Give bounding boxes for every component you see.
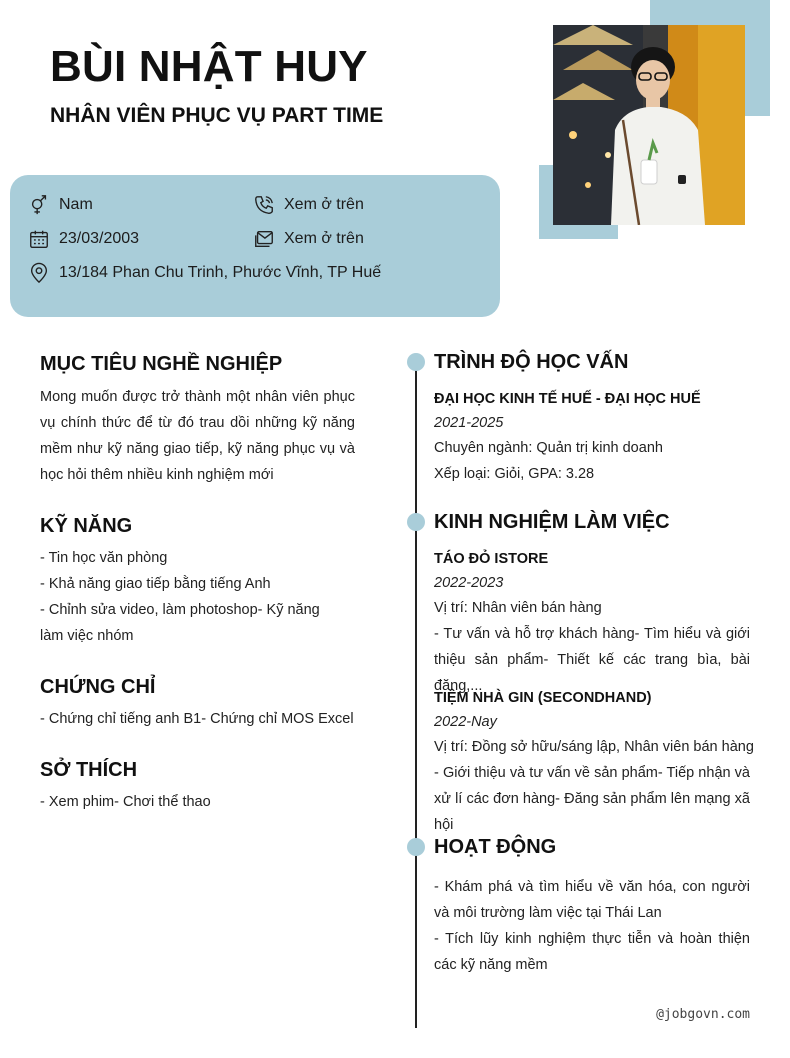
timeline-dot <box>407 353 425 371</box>
phone-icon <box>253 194 275 216</box>
email-text: Xem ở trên <box>284 230 364 247</box>
skill-item: - Chỉnh sửa video, làm photoshop- Kỹ năng làm việc nhóm <box>40 602 320 644</box>
job-period: 2022-2023 <box>434 575 504 591</box>
education-period: 2021-2025 <box>434 415 504 431</box>
candidate-name: BÙI NHẬT HUY <box>50 42 368 91</box>
watermark: @jobgovn.com <box>656 1007 750 1022</box>
hobbies-title: SỞ THÍCH <box>40 759 138 781</box>
job-description: - Giới thiệu và tư vấn về sản phẩm- Tiếp nhận và xử lí các đơn hàng- Đăng sản phẩm lên mạng xã hội <box>434 765 750 833</box>
address-item <box>28 262 381 284</box>
job-position: Vị trí: Đồng sở hữu/sáng lập, Nhân viên bán hàng <box>434 739 754 755</box>
email-item <box>253 228 364 250</box>
job-position: Vị trí: Nhân viên bán hàng <box>434 600 602 616</box>
school-name: ĐẠI HỌC KINH TẾ HUẾ - ĐẠI HỌC HUẾ <box>434 391 701 407</box>
timeline-dot <box>407 513 425 531</box>
portrait-photo <box>553 25 745 225</box>
skills-title: KỸ NĂNG <box>40 515 133 537</box>
education-title: TRÌNH ĐỘ HỌC VẤN <box>434 351 629 373</box>
address-text: 13/184 Phan Chu Trinh, Phước Vĩnh, TP Huế <box>59 264 382 281</box>
timeline-line <box>415 356 417 1028</box>
gender-text: Nam <box>59 196 93 213</box>
gender-icon <box>28 194 50 216</box>
email-icon <box>253 228 275 250</box>
objective-title: MỤC TIÊU NGHỀ NGHIỆP <box>40 353 283 375</box>
skill-item: - Tin học văn phòng <box>40 550 168 566</box>
company-name: TIỆM NHÀ GIN (SECONDHAND) <box>434 690 652 706</box>
objective-text: Mong muốn được trở thành một nhân viên phục vụ chính thức để từ đó trau dồi những kỹ năng mềm như kỹ năng giao tiếp, kỹ năng phục vụ và học hỏi thêm nhiều kinh nghiệm mới <box>40 389 355 483</box>
activity-item: - Tích lũy kinh nghiệm thực tiễn và hoàn thiện các kỹ năng mềm <box>434 931 750 973</box>
education-grade: Xếp loại: Giỏi, GPA: 3.28 <box>434 466 595 482</box>
job-title: NHÂN VIÊN PHỤC VỤ PART TIME <box>50 104 384 127</box>
education-major: Chuyên ngành: Quản trị kinh doanh <box>434 440 663 456</box>
phone-item <box>253 194 364 216</box>
personal-info-box <box>10 175 500 317</box>
gender-item <box>28 194 93 216</box>
skill-item: - Khả năng giao tiếp bằng tiếng Anh <box>40 576 271 592</box>
birthdate-item <box>28 228 139 250</box>
calendar-icon <box>28 228 50 250</box>
portrait-illustration <box>553 25 745 225</box>
timeline-dot <box>407 838 425 856</box>
certificates-text: - Chứng chỉ tiếng anh B1- Chứng chỉ MOS Excel <box>40 711 354 727</box>
certificates-title: CHỨNG CHỈ <box>40 676 156 698</box>
job-period: 2022-Nay <box>434 714 497 730</box>
activity-item: - Khám phá và tìm hiểu về văn hóa, con người và môi trường làm việc tại Thái Lan <box>434 879 750 921</box>
hobbies-text: - Xem phim- Chơi thể thao <box>40 794 211 810</box>
experience-title: KINH NGHIỆM LÀM VIỆC <box>434 511 670 533</box>
company-name: TÁO ĐỎ ISTORE <box>434 551 549 567</box>
job-description: - Tư vấn và hỗ trợ khách hàng- Tìm hiểu và giới thiệu sản phẩm- Thiết kế các trang bìa, bài đăng,... <box>434 626 750 694</box>
phone-text: Xem ở trên <box>284 196 364 213</box>
activities-title: HOẠT ĐỘNG <box>434 836 557 858</box>
location-pin-icon <box>28 262 50 284</box>
birthdate-text: 23/03/2003 <box>59 230 140 247</box>
